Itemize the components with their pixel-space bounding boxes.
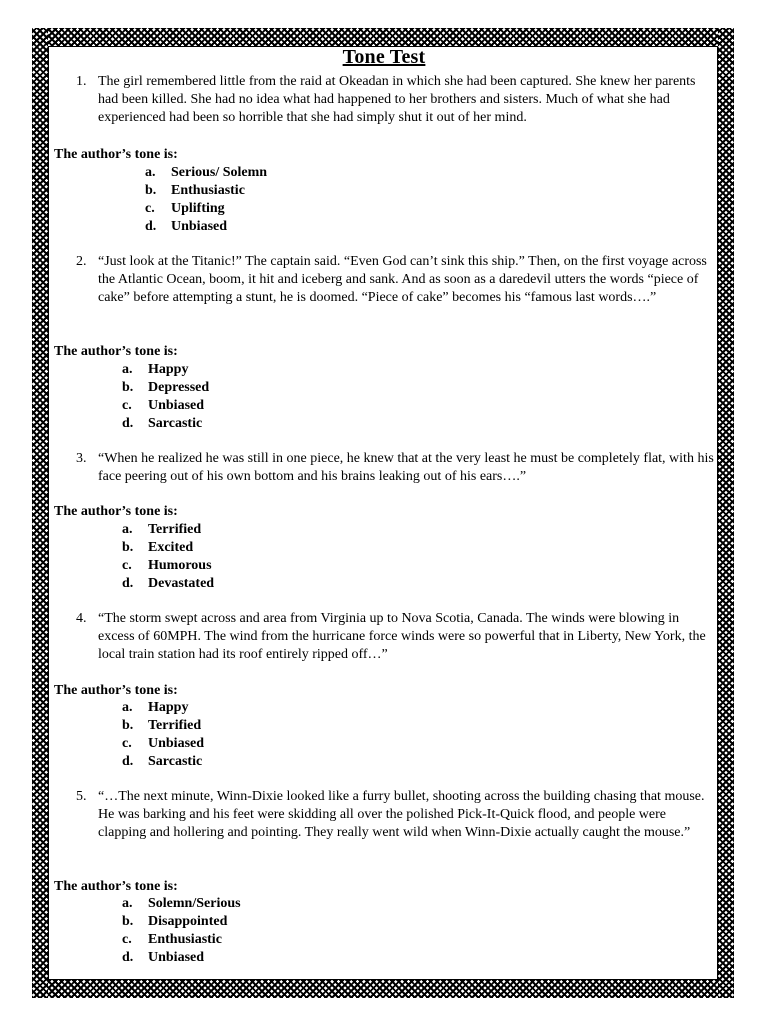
option-text: Sarcastic [148, 754, 203, 769]
option-letter: b. [122, 718, 134, 733]
question-number: 4. [76, 611, 87, 626]
question-number: 3. [76, 451, 87, 466]
option-text: Terrified [148, 522, 202, 537]
tone-label: The author’s tone is: [54, 879, 178, 894]
option-letter: b. [122, 914, 134, 929]
question-text: “The storm swept across and area from Virginia up to Nova Scotia, Canada. The winds were blowing in excess of 60MPH. The wind from the hurricane force winds were so powerful that in Liberty, New York, the local train station had its roof entirely ripped off…” [98, 611, 706, 662]
option-d[interactable] [122, 753, 204, 771]
option-a[interactable] [145, 164, 267, 182]
option-text: Excited [148, 540, 194, 555]
question-text: “Just look at the Titanic!” The captain said. “Even God can’t sink this ship.” Then, on the first voyage across the Atlantic Ocean, boom, it hit and iceberg and sank. And as soon as a daredevil utters the words “piece of cake” before attempting a stunt, he is doomed. “Piece of cake” becomes his “famous last words….” [98, 254, 707, 305]
option-text: Happy [148, 362, 189, 377]
option-letter: c. [122, 398, 132, 413]
question-4 [76, 610, 716, 664]
options-list-3 [122, 521, 214, 593]
question-number: 1. [76, 74, 87, 89]
option-c[interactable] [122, 735, 204, 753]
options-list-5 [122, 895, 241, 967]
option-text: Unbiased [148, 398, 205, 413]
border-right [718, 28, 734, 998]
option-d[interactable] [122, 575, 214, 593]
option-a[interactable] [122, 361, 209, 379]
option-letter: b. [122, 540, 134, 555]
option-c[interactable] [122, 557, 214, 575]
option-text: Depressed [148, 380, 210, 395]
option-c[interactable] [122, 931, 241, 949]
options-list-4 [122, 699, 204, 771]
option-text: Enthusiastic [171, 183, 245, 198]
option-letter: d. [122, 754, 134, 769]
option-letter: a. [122, 896, 133, 911]
option-letter: b. [145, 183, 157, 198]
option-text: Unbiased [148, 736, 205, 751]
option-b[interactable] [145, 182, 267, 200]
question-text: “When he realized he was still in one piece, he knew that at the very least he must be completely flat, with his face peering out of his own bottom and his brains leaking out of his ears….” [98, 451, 714, 484]
option-d[interactable] [122, 949, 241, 967]
option-text: Serious/ Solemn [171, 165, 268, 180]
option-letter: b. [122, 380, 134, 395]
option-text: Enthusiastic [148, 932, 222, 947]
question-number: 2. [76, 254, 87, 269]
tone-label: The author’s tone is: [54, 504, 178, 519]
option-a[interactable] [122, 699, 204, 717]
option-text: Devastated [148, 576, 215, 591]
border-bottom [32, 980, 734, 998]
option-c[interactable] [122, 397, 209, 415]
option-letter: a. [122, 362, 133, 377]
option-text: Solemn/Serious [148, 896, 241, 911]
option-letter: c. [145, 201, 155, 216]
tone-label: The author’s tone is: [54, 147, 178, 162]
tone-label: The author’s tone is: [54, 683, 178, 698]
option-letter: a. [122, 700, 133, 715]
option-text: Uplifting [171, 201, 225, 216]
tone-label: The author’s tone is: [54, 344, 178, 359]
option-letter: d. [122, 416, 134, 431]
option-text: Humorous [148, 558, 212, 573]
question-2 [76, 253, 716, 307]
options-list-2 [122, 361, 209, 433]
question-3 [76, 450, 716, 486]
question-number: 5. [76, 789, 87, 804]
option-a[interactable] [122, 521, 214, 539]
option-text: Terrified [148, 718, 202, 733]
option-letter: a. [122, 522, 133, 537]
option-text: Sarcastic [148, 416, 203, 431]
option-letter: d. [122, 576, 134, 591]
option-letter: c. [122, 736, 132, 751]
option-b[interactable] [122, 379, 209, 397]
option-letter: c. [122, 932, 132, 947]
question-text: “…The next minute, Winn-Dixie looked like a furry bullet, shooting across the building chasing that mouse. He was barking and his feet were skidding all over the polished Pick-It-Quick flood, and people were clapping and hollering and pointing. They really went wild when Winn-Dixie actually caught the mouse.” [98, 789, 705, 840]
option-text: Disappointed [148, 914, 228, 929]
question-1 [76, 73, 716, 127]
border-left [32, 28, 48, 998]
option-text: Unbiased [148, 950, 205, 965]
options-list-1 [145, 164, 267, 236]
option-b[interactable] [122, 717, 204, 735]
option-d[interactable] [122, 415, 209, 433]
border-top [32, 28, 734, 46]
option-text: Unbiased [171, 219, 228, 234]
option-letter: d. [122, 950, 134, 965]
option-letter: d. [145, 219, 157, 234]
option-text: Happy [148, 700, 189, 715]
option-d[interactable] [145, 218, 267, 236]
option-letter: c. [122, 558, 132, 573]
option-b[interactable] [122, 539, 214, 557]
option-c[interactable] [145, 200, 267, 218]
option-letter: a. [145, 165, 156, 180]
page-title: Tone Test [342, 46, 426, 68]
option-b[interactable] [122, 913, 241, 931]
option-a[interactable] [122, 895, 241, 913]
question-text: The girl remembered little from the raid at Okeadan in which she had been captured. She knew her parents had been killed. She had no idea what had happened to her brothers and sisters. Much of what she had experienced had been so horrible that she had simply shut it out of her mind. [98, 74, 696, 125]
question-5 [76, 788, 716, 842]
